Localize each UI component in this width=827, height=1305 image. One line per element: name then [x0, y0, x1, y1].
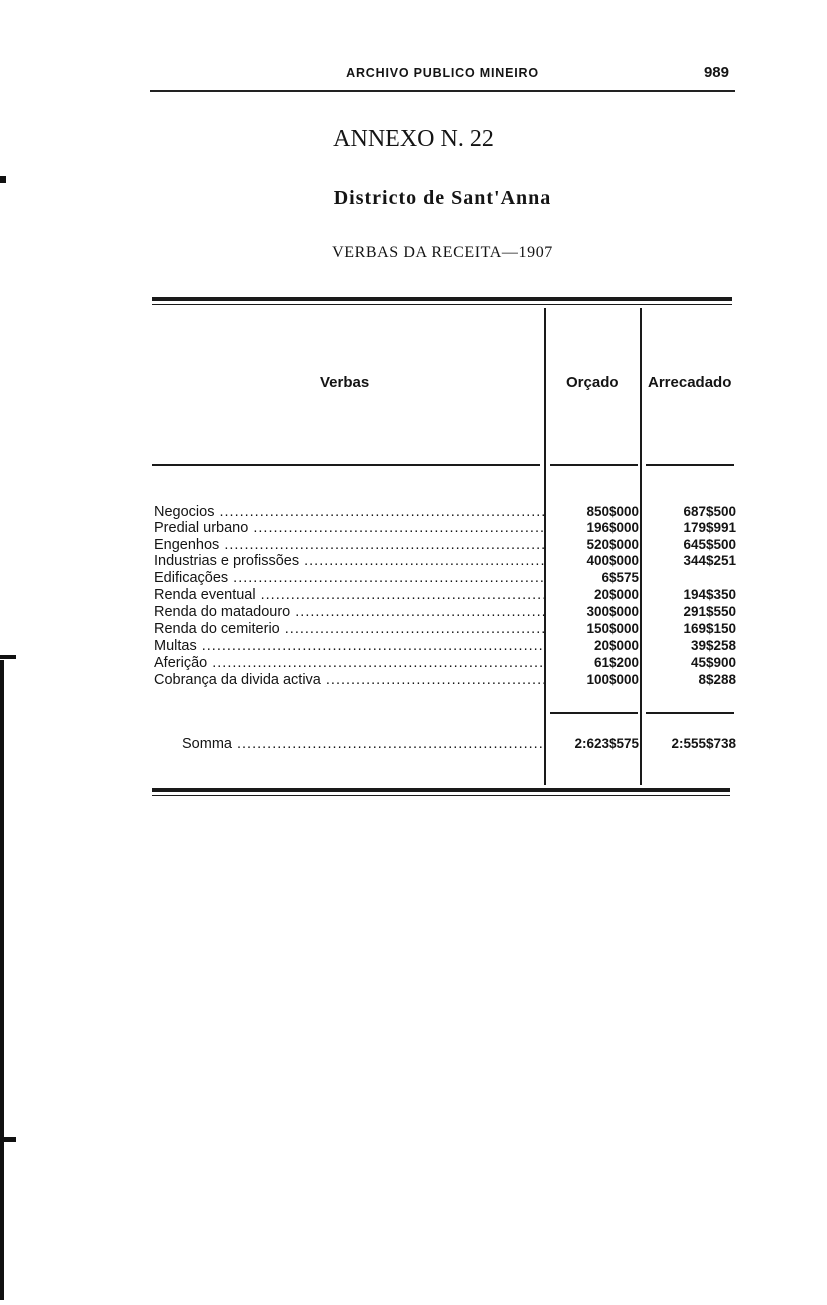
running-head-rule — [150, 90, 735, 92]
header-verbas: Verbas — [320, 374, 370, 391]
row-label: Industrias e profissões ..... — [154, 553, 544, 569]
table-top-rule — [152, 297, 732, 301]
page-number: 989 — [703, 64, 729, 81]
table-bottom-rule-thin — [152, 795, 730, 796]
row-label: Aferição ..... — [154, 655, 544, 671]
row-arrecadado: 687$500 — [683, 504, 736, 519]
row-arrecadado: 39$258 — [690, 638, 736, 653]
row-orcado: 100$000 — [586, 672, 639, 687]
table-bottom-rule — [152, 788, 730, 792]
row-arrecadado: 45$900 — [690, 655, 736, 670]
scan-edge-mark — [0, 176, 6, 183]
table-top-rule-thin — [152, 304, 732, 305]
row-orcado: 196$000 — [586, 520, 639, 535]
row-orcado: 20$000 — [593, 587, 639, 602]
row-orcado: 61$200 — [593, 655, 639, 670]
row-label: Engenhos ..... — [154, 537, 544, 553]
header-rule — [550, 464, 638, 466]
row-orcado: 150$000 — [586, 621, 639, 636]
row-label: Cobrança da divida activa ..... — [154, 672, 544, 688]
row-orcado: 400$000 — [586, 553, 639, 568]
row-orcado: 520$000 — [586, 537, 639, 552]
header-rule — [646, 464, 734, 466]
row-label: Renda eventual ..... — [154, 587, 544, 603]
header-arrecadado: Arrecadado — [648, 374, 732, 391]
row-orcado: 300$000 — [586, 604, 639, 619]
running-head-title: ARCHIVO PUBLICO MINEIRO — [346, 66, 539, 80]
row-arrecadado: 291$550 — [683, 604, 736, 619]
row-arrecadado: 169$150 — [683, 621, 736, 636]
annex-title: ANNEXO N. 22 — [333, 126, 494, 152]
total-orcado: 2:623$575 — [574, 736, 639, 751]
running-head — [150, 60, 735, 92]
row-orcado: 6$575 — [601, 570, 639, 585]
row-arrecadado: 8$288 — [698, 672, 736, 687]
row-label: Negocios ..... — [154, 504, 544, 520]
row-label: Renda do cemiterio ..... — [154, 621, 544, 637]
row-arrecadado: 179$991 — [683, 520, 736, 535]
row-label: Renda do matadouro ..... — [154, 604, 544, 620]
row-label: Edificações ..... — [154, 570, 544, 586]
district-title: Districto de Sant'Anna — [333, 187, 552, 209]
column-divider — [640, 308, 642, 785]
row-arrecadado: 645$500 — [683, 537, 736, 552]
header-orcado: Orçado — [566, 374, 619, 391]
total-rule — [550, 712, 638, 714]
section-title: VERBAS DA RECEITA—1907 — [332, 244, 553, 261]
scan-edge-mark — [0, 660, 4, 1300]
row-arrecadado: 344$251 — [683, 553, 736, 568]
row-orcado: 20$000 — [593, 638, 639, 653]
column-divider — [544, 308, 546, 785]
row-orcado: 850$000 — [586, 504, 639, 519]
scan-edge-mark — [0, 1137, 16, 1142]
row-arrecadado: 194$350 — [683, 587, 736, 602]
row-arrecadado — [648, 570, 736, 586]
row-label: Multas ..... — [154, 638, 544, 654]
header-rule — [152, 464, 540, 466]
scan-edge-mark — [0, 655, 16, 659]
total-label: Somma ..... — [182, 735, 542, 753]
total-rule — [646, 712, 734, 714]
total-arrecadado: 2:555$738 — [671, 736, 736, 751]
row-label: Predial urbano ..... — [154, 520, 544, 536]
